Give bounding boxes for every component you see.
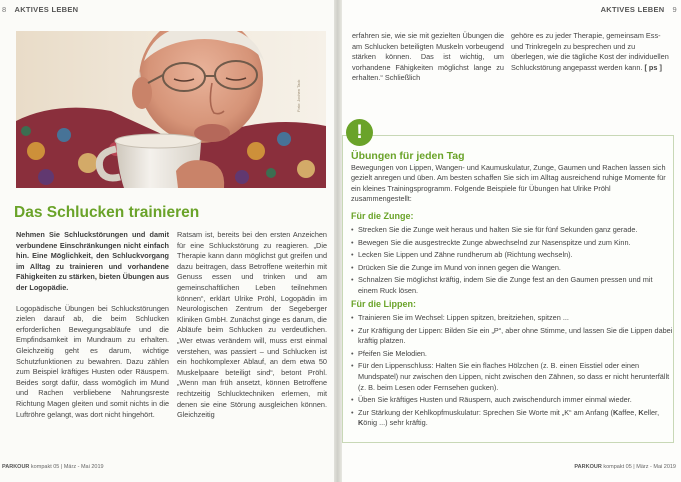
list-item-text: eller,: [643, 407, 660, 417]
article-headline: Das Schlucken trainieren: [14, 204, 200, 221]
body-paragraph: [511, 31, 671, 73]
list-item-text: Zur Stärkung der Kehlkopfmuskulatur: Sprechen Sie Worte mit „K“ am Anfang (: [358, 407, 613, 417]
list-item: • Üben Sie kräftiges Husten und Räuspern, auch zwischendurch immer einmal wieder.: [351, 395, 673, 406]
emphasis-letter: K: [638, 407, 644, 417]
list-item: • Trainieren Sie im Wechsel: Lippen spitzen, breitziehen, spitzen ...: [351, 313, 673, 324]
box-title: Übungen für jeden Tag: [351, 150, 465, 162]
body-paragraph: erfahren sie, wie sie mit gezielten Übungen die am Schlucken beteiligten Muskeln vorbeugend stärken können. Das ist wichtig, um vorhandene Fähigkeiten möglichst lange zu erhalten.“ Schließlich: [352, 31, 504, 83]
body-paragraph: Ratsam ist, bereits bei den ersten Anzeichen für eine Schluckstörung zu reagieren. „Die Therapie kann dann möglichst gut greifen und dazu beitragen, dass Betroffene weiterhin mit Genuss essen und trinken und am gemeinschaftlichen Leben teilnehmen können“, erklärt Ulrike Pröhl, Logopädin im Neurologischen Zentrum der Segeberger Kliniken GmbH. Zunächst ginge es darum, die Abläufe beim Schlucken zu verdeutlichen. „Wer etwas verändern will, muss erst einmal verstehen, was passiert – und Schlucken ist ein hochkomplexer Ablauf, an dem etwa 50 Muskelpaare beteiligt sind“, betont Pröhl. „Wenn man früh ansetzt, können Betroffene rechtzeitig Schlucktechniken erlernen, mit denen sie eine Störung ausgleichen können. Gleichzeitig: [177, 230, 327, 420]
right-section-label: AKTIVES LEBEN: [600, 5, 665, 14]
list-item: • Für den Lippenschluss: Halten Sie ein flaches Hölzchen (z. B. einen Eisstiel oder einen Mundspatel) nur zwischen den Lippen, nicht zwischen den Zähnen, so dass er nicht herunterfällt (z. B. beim Lesen oder Fernsehen gucken).: [351, 361, 673, 393]
article-lead: Nehmen Sie Schluckstörungen und damit verbundene Einschränkungen nicht einfach hin. Eine Möglichkeit, den Schluckvorgang im Alltag zu trainieren und vorhandene Fähigkeiten zu stärken, bieten Übungen aus der Logopädie.: [16, 230, 169, 292]
lips-heading: Für die Lippen:: [351, 299, 416, 309]
footer-issue: kompakt 05 | März - Mai 2019: [29, 464, 104, 470]
tongue-heading: Für die Zunge:: [351, 211, 414, 221]
footer-brand: PARKOUR: [2, 464, 30, 470]
text-column-1: [16, 230, 169, 430]
tongue-exercise-list: [351, 225, 673, 299]
box-intro: Bewegungen von Lippen, Wangen- und Kaumuskulatur, Zunge, Gaumen und Rachen lassen sich gezielt anregen und üben. Am besten schaffen Sie sich im Alltag ausreichend ruhige Momente für ein kleines Trainingsprogramm. Folgende Beispiele für Übungen hat Ulrike Pröhl zusammengestellt:: [351, 163, 666, 204]
closing-text: gehöre es zu jeder Therapie, gemeinsam Ess- und Trinkregeln zu besprechen und zu überlegen, wie die tägliche Kost der individuellen Schluckstörung angepasst werden kann.: [511, 31, 669, 72]
list-item: • Bewegen Sie die ausgestreckte Zunge abwechselnd zur Nasenspitze und zum Kinn.: [351, 238, 673, 249]
footer-brand: PARKOUR: [574, 464, 602, 470]
right-running-header: [601, 5, 677, 14]
list-item: [351, 408, 673, 429]
man-drinking-photo: [16, 31, 326, 188]
list-item-text: önig ...) sehr kräftig.: [363, 418, 428, 428]
list-item: • Pfeifen Sie Melodien.: [351, 349, 673, 360]
left-running-header: [2, 5, 78, 14]
footer-issue: kompakt 05 | März - Mai 2019: [601, 464, 676, 470]
text-column-4: [511, 31, 671, 83]
left-footer: [2, 464, 104, 470]
photo-credit: Foto: Jochen Tack: [296, 79, 301, 112]
list-item: • Lecken Sie Lippen und Zähne rundherum ab (Richtung wechseln).: [351, 250, 673, 261]
list-item: • Strecken Sie die Zunge weit heraus und halten Sie sie für fünf Sekunden ganz gerade.: [351, 225, 673, 236]
text-column-2: [177, 230, 327, 431]
list-item-text: affee,: [618, 407, 639, 417]
text-column-3: [352, 31, 504, 94]
page-gutter: [334, 0, 342, 482]
left-section-label: AKTIVES LEBEN: [14, 5, 79, 14]
right-page-number: 9: [672, 5, 677, 14]
list-item: • Drücken Sie die Zunge im Mund von innen gegen die Wangen.: [351, 263, 673, 274]
list-item: • Schnalzen Sie möglichst kräftig, indem Sie die Zunge fest an den Gaumen pressen und mit einem Ruck lösen.: [351, 275, 673, 296]
list-item: • Zur Kräftigung der Lippen: Bilden Sie ein „P“, aber ohne Stimme, und lassen Sie die Lippen dabei kräftig platzen.: [351, 326, 673, 347]
emphasis-letter: K: [358, 418, 364, 428]
lips-exercise-list: [351, 313, 673, 431]
emphasis-letter: K: [612, 407, 619, 417]
left-page-number: 8: [2, 5, 7, 14]
article-photo: [16, 31, 326, 188]
author-initials: [ ps ]: [644, 62, 662, 72]
exclamation-icon: !: [346, 119, 373, 146]
body-paragraph: Logopädische Übungen bei Schluckstörungen zielen darauf ab, die beim Schlucken erforderlichen Bewegungsabläufe und die Empfindsamkeit im Mundraum zu erhalten. Gleichzeitig geht es darum, wichtige Schutzfunktionen zu bewahren. Dazu zählen zum Beispiel kräftiges Husten oder Räuspern. Beides sorgt dafür, dass womöglich im Mund und Rachen verbliebene Nahrungsreste Richtung Magen gleiten und somit nichts in die Luftröhre gelangt, was dort nicht hingehört.: [16, 303, 169, 419]
right-footer: [574, 464, 676, 470]
